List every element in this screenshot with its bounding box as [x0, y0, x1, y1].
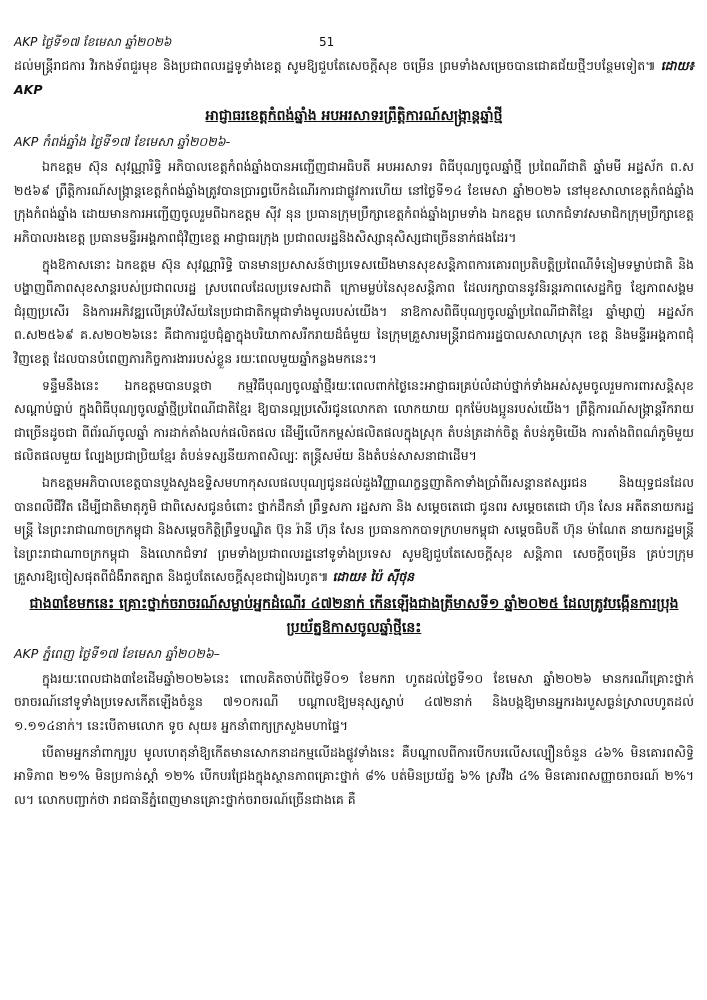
page-number: 51 [319, 35, 335, 49]
continuation-paragraph [14, 54, 694, 101]
article-1-paragraph: ឯកឧត្តម ស៊ុន សុវណ្ណារិទ្ធិ អភិបាលខេត្តកំពង់ឆ្នាំងបានអញ្ជើញជាអធិបតី អបអរសាទរ ពិធីបុណ្យចូលឆ្នាំថ្មី ប្រពៃណីជាតិ ឆ្នាំមមី អដ្ឋស័ក ព.ស ២៥៦៩ ព្រឹត្តិការណ៍សង្ក្រាន្តខេត្តកំពង់ឆ្នាំងត្រូវបានប្រារព្ធបើកដំណើរការជាផ្លូវការហើយ នៅថ្ងៃទី១៤ ខែមេសា ឆ្នាំ២០២៦ នៅមុខសាលាខេត្តកំពង់ឆ្នាំង ក្រុងកំពង់ឆ្នាំង ដោយមានការអញ្ជើញចូលរួមពីឯកឧត្តម ស៊ីវ នុន ប្រធានក្រុមប្រឹក្សាខេត្តកំពង់ឆ្នាំងព្រមទាំង ឯកឧត្តម លោកជំទាវសមាជិកក្រុមប្រឹក្សាខេត្ត អភិបាលរងខេត្ត ប្រធានមន្ទីរអង្គភាពជុំវិញខេត្ត អាជ្ញាធរក្រុង ប្រជាពលរដ្ឋនិងសិស្សានុសិស្សជាច្រើននាក់ផងដែរ។ [14, 159, 694, 245]
page-body [14, 54, 694, 814]
article-2-paragraph: ក្នុងរយៈពេលជាង៣ខែដើមឆ្នាំ២០២៦នេះ ពោលគិតចាប់ពីថ្ងៃទី០១ ខែមករា ហូតដល់ថ្ងៃទី១០ ខែមេសា ឆ្នាំ២០២៦ មានករណីគ្រោះថ្នាក់ចរាចរណ៍នៅទូទាំងប្រទេសកើតឡើងចំនួន ៧១០ករណី បណ្តាលឱ្យមនុស្សស្លាប់ ៤៧២នាក់ និងបង្កឱ្យមានអ្នករងរបួសធ្ងន់ស្រាលហូតដល់ ១.១១៤នាក់។ នេះបើតាមលោក ទូច សុយ៖ អ្នកនាំពាក្យក្រសួងមហាផ្ទៃ។ [14, 670, 694, 734]
article-1-paragraph: ទន្ទឹមនឹងនេះ ឯកឧត្តមបានបន្តថា កម្មវិធីបុណ្យចូលឆ្នាំថ្មីរយៈពេលពាក់ថ្ងៃនេះអាជ្ញាធរគ្រប់លំដាប់ថ្នាក់ទាំងអស់សូមចូលរួមការពារសន្តិសុខសណ្តាប់ធ្នាប់ ក្នុងពិធីបុណ្យចូលឆ្នាំថ្មីប្រពៃណីជាតិខ្មែរ ឱ្យបាន​ល្អប្រសើរជូនលោកតា លោកយាយ ពុកម៉ែបងប្អូនរបស់យើង។ ព្រឹត្តិការណ៍សង្ក្រាន្តរីករាយជាច្រើនដូចជា ពីព័រណ៍ចូលឆ្នាំ ការដាក់តាំងលក់ផលិតផល ដើម្បីលើកកម្ពស់ផលិតផលក្នុងស្រុក តំបន់ត្រដាក់ចិត្ត តំបន់ភូមិយើង ការតាំងពិពណ៌ភូមិមួយផលិតផលមួយ ល្បែងប្រជាប្រិយខ្មែរ តំបន់ទស្សនីយភាពសិល្បៈ តន្ត្រីសម័យ និងតំបន់សាសនាជាដើម។ [14, 377, 694, 464]
running-head [14, 32, 694, 52]
article-2-headline: ជាង៣ខែមកនេះ គ្រោះថ្នាក់ចរាចរណ៍សម្លាប់អ្នកដំណើរ ៤៧២នាក់ កើនឡើងជាងត្រីមាសទី១ ឆ្នាំ២០២៥ ដែលត្រូវបង្កើនការប្រុងប្រយ័ត្នឱកាសចូលឆ្នាំថ្មីនេះ [29, 595, 679, 636]
article-2-paragraph: បើតាមអ្នកនាំពាក្យរូប មូលហេតុនាំឱ្យកើតមានសោកនាដកម្មលើដងផ្លូវទាំងនេះ គឺបណ្តាលពីការបើកបរលើសល្បឿនចំនួន ៤៦% មិនគោរពសិទ្ធិអាទិភាព ២១% មិនប្រកាន់ស្តាំ ១២% បើកបរជ្រែងក្នុងស្ថានភាពគ្រោះថ្នាក់ ៨% បត់មិនប្រយ័ត្ន ៦% ស្រវឹង ៤% មិនគោរពសញ្ញាចរាចរណ៍ ២%។ល។ លោកបញ្ជាក់ថា រាជធានីភ្នំពេញមានគ្រោះថ្នាក់ចរាចរណ៍ច្រើនជាងគេ គឺ [14, 744, 694, 807]
continuation-text: ដល់មន្ត្រីរាជការ វិរកងទ័ពជួរមុខ និងប្រជាពលរដ្ឋទូទាំងខេត្ត សូមឱ្យជួបតែសេចក្តីសុខ ចម្រើន ព្រមទាំងសម្រេចបានជោគជ័យថ្មីៗបន្ថែមទៀត៕ [14, 58, 656, 73]
article-1-credit: ដោយ៖ ប៉ៃ ស៊ីថុន [332, 569, 415, 585]
article-1-paragraph: ក្នុងឱកាសនោះ ឯកឧត្តម ស៊ុន សុវណ្ណារិទ្ធិ បានមានប្រសាសន៍ថាប្រទេសយើងមានសុខសន្តិភាពការគោរពប្រតិបត្តិប្រពៃណីទំនៀមទម្លាប់ជាតិ និងបង្ហាញពីភាពសុខសាន្តរបស់ប្រជាពលរដ្ឋ ស្របពេលដែលប្រទេសជាតិ ក្រោមម្លប់នៃសុខសន្តិភាព ដែលរក្សាបាននូវនិរន្តរភាពសេដ្ឋកិច្ច ខ្សែភាពសង្គម ជំរុញប្រសើរ និងការអភិវឌ្ឍលើគ្រប់វិស័យនៃប្រជាជាតិកម្ពុជាទាំងមូលរបស់យើង។ នាឱកាសពិធីបុណ្យចូលឆ្នាំប្រពៃណីជាតិខ្មែរ ឆ្នាំម្សាញ់ អដ្ឋស័ក ព.ស២៥៦៩ គ.ស២០២៦នេះ គឺជាការជួបជុំគ្នាក្នុងបរិយាកាសរីករាយដ៏ធំមួយ នៃក្រុមគ្រួសារមន្ត្រីរាជការរដ្ឋបាលសាលាស្រុក ខេត្ត និងមន្ទីរអង្គភាពជុំវិញខេត្ត ដែលបានបំពេញភារកិច្ចការងាររបស់ខ្លួន រយៈពេលមួយឆ្នាំកន្លងមកនេះ។ [14, 256, 694, 366]
article-1-headline: អាជ្ញាធរខេត្តកំពង់ឆ្នាំង អបអរសាទរព្រឹត្តិការណ៍សង្ក្រាន្តឆ្នាំថ្មី [205, 108, 503, 125]
article-1-byline: AKP កំពង់ឆ្នាំង ថ្ងៃទី១៧ ខែមេសា ឆ្នាំ២០២៦- [14, 134, 231, 150]
article-1-paragraph-text: ឯកឧត្តមអភិបាលខេត្តបានបួងសួងឧទ្ទិសមហាកុសលផលបុណ្យជូនដល់ដួងវិញ្ញាណក្ខន្ធញាតិកាទាំងប្រាំពីរសន្តានឥស្សរជន និងយុទ្ធជនដែលបានពលីជីវិត ដើម្បីជាតិមាតុភូមិ ជាពិសេសជូនចំពោះ ថ្នាក់ដឹកនាំ ព្រឹទ្ធសភា រដ្ឋសភា និង សម្តេចតេជោ ជូនពរ សម្តេចតេជោ ហ៊ុន សែន អតីតនាយករដ្ឋមន្ត្រី នៃព្រះរាជាណាចក្រកម្ពុជា និងសម្តេចកិត្តិព្រឹទ្ធបណ្ឌិត ប៊ុន រ៉ានី ហ៊ុន សែន ប្រធានកាកបាទក្រហមកម្ពុជា សម្តេចធិបតី ហ៊ុន ម៉ាណែត នាយករដ្ឋមន្ត្រីនៃព្រះរាជាណាចក្រកម្ពុជា និងលោកជំទាវ ព្រមទាំងប្រជាពលរដ្ឋនៅទូទាំងប្រទេស សូមឱ្យជួបតែសេចក្តីសុខ សន្តិភាព សេចក្តីចម្រើន គ្រប់ៗក្រុមគ្រួសារឱ្យចៀសផុតពីជំងឺរាតត្បាត និងជួបតែសេចក្តីសុខជារៀងរហូត៕ [14, 474, 694, 585]
article-1-paragraph [14, 471, 694, 589]
article-2-byline: AKP ភ្នំពេញ ថ្ងៃទី១៧ ខែមេសា ឆ្នាំ២០២៦– [14, 645, 220, 661]
continuation-credit: ដោយ៖ AKP [14, 58, 694, 97]
running-head-date: AKP ថ្ងៃទី១៧ ខែមេសា ឆ្នាំ២០២៦ [14, 35, 172, 49]
